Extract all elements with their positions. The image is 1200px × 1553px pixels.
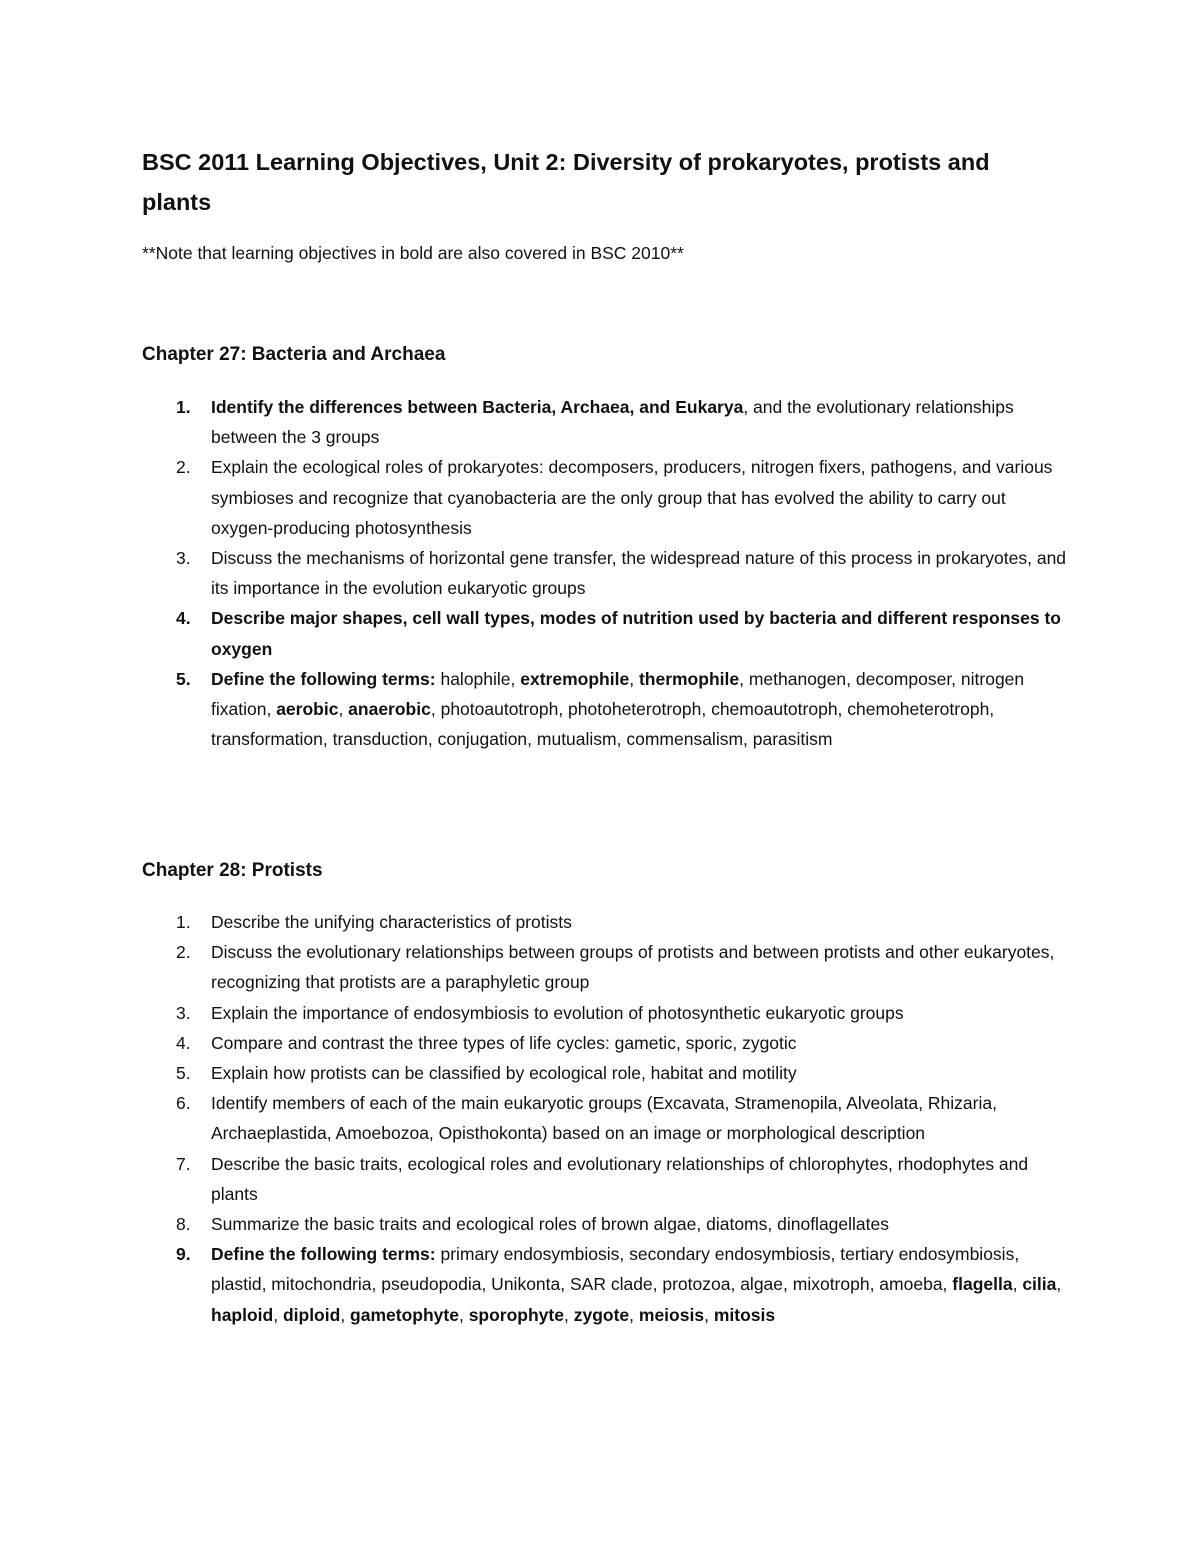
list-item [142,1028,1072,1058]
list-item [142,452,1072,543]
item-text: Describe the unifying characteristics of protists [211,912,572,932]
list-item [142,392,1072,452]
list-item [142,603,1072,663]
list-item [142,998,1072,1028]
item-number: 4. [176,1032,191,1053]
item-text: Discuss the evolutionary relationships between groups of protists and between protists and other eukaryotes, recognizing that protists are a paraphyletic group [211,942,1055,993]
item-text: Discuss the mechanisms of horizontal gene transfer, the widespread nature of this process in prokaryotes, and its importance in the evolution eukaryotic groups [211,548,1067,599]
bold-note: **Note that learning objectives in bold are also covered in BSC 2010** [142,243,684,263]
item-number: 4. [176,608,191,629]
item-number: 8. [176,1214,191,1235]
item-number: 7. [176,1153,191,1174]
chapter-28-objectives [142,907,1072,1330]
item-number: 2. [176,942,191,963]
list-item [142,1149,1072,1209]
chapter-27-heading: Chapter 27: Bacteria and Archaea [142,344,446,365]
list-item [142,664,1072,755]
item-text: Describe major shapes, cell wall types, modes of nutrition used by bacteria and different responses to oxygen [211,608,1061,659]
item-number: 5. [176,1063,191,1084]
list-item [142,1209,1072,1239]
item-number: 3. [176,1002,191,1023]
list-item [142,543,1072,603]
item-text: Define the following terms: halophile, extremophile, thermophile, methanogen, decomposer, nitrogen fixation, aerobic, anaerobic, photoautotroph, photoheterotroph, chemoautotroph, chemoheterotroph, transformation, transduction, conjugation, mutualism, commensalism, parasitism [211,668,1025,750]
item-number: 1. [176,397,191,417]
item-text: Explain how protists can be classified by ecological role, habitat and motility [211,1063,797,1084]
chapter-28-heading: Chapter 28: Protists [142,860,323,881]
item-text: Compare and contrast the three types of life cycles: gametic, sporic, zygotic [211,1032,797,1053]
item-text: Explain the ecological roles of prokaryotes: decomposers, producers, nitrogen fixers, pathogens, and various symbioses and recognize that cyanobacteria are the only group that has evolved the ability to carry out oxygen-producing photosynthesis [211,457,1053,538]
document-title: BSC 2011 Learning Objectives, Unit 2: Diversity of prokaryotes, protists and plants [142,149,990,215]
item-text: Identify members of each of the main eukaryotic groups (Excavata, Stramenopila, Alveolata, Rhizaria, Archaeplastida, Amoebozoa, Opisthokonta) based on an image or morphological description [211,1093,997,1144]
item-number: 9. [176,1244,191,1265]
item-number: 2. [176,457,191,478]
list-item [142,937,1072,997]
item-text: Describe the basic traits, ecological roles and evolutionary relationships of chlorophytes, rhodophytes and plants [211,1153,1029,1204]
item-number: 3. [176,548,191,569]
item-text: Summarize the basic traits and ecological roles of brown algae, diatoms, dinoflagellates [211,1214,889,1235]
item-text: Explain the importance of endosymbiosis to evolution of photosynthetic eukaryotic groups [211,1002,904,1023]
chapter-27-objectives [142,392,1072,754]
item-text: Define the following terms: primary endosymbiosis, secondary endosymbiosis, tertiary endosymbiosis, plastid, mitochondria, pseudopodia, Unikonta, SAR clade, protozoa, algae, mixotroph, amoeba, flagella, cilia, haploid, diploid, gametophyte, sporophyte, zygote, meiosis, mitosis [211,1244,1062,1325]
item-number: 5. [176,668,191,689]
item-number: 1. [176,912,191,932]
item-text: Identify the differences between Bacteria, Archaea, and Eukarya, and the evolutionary relationships between the 3 groups [211,397,1014,448]
list-item [142,1058,1072,1088]
list-item [142,1088,1072,1148]
list-item [142,907,1072,937]
list-item [142,1239,1072,1330]
item-number: 6. [176,1093,191,1114]
